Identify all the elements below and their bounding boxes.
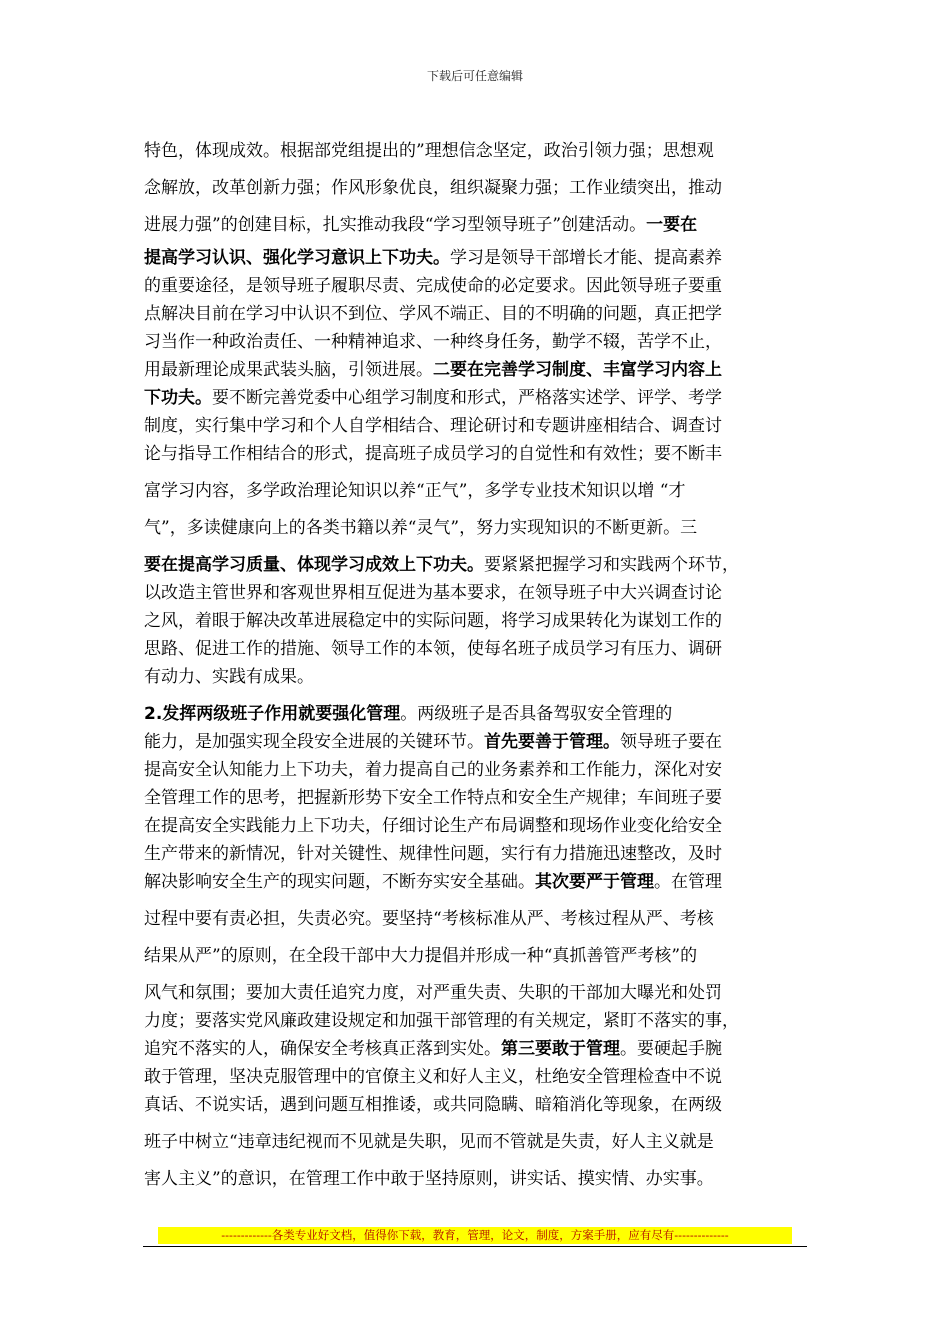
text-span: 领导班子要在 [620, 732, 722, 752]
bold-text: 二要在完善学习制度、丰富学习内容上 [433, 360, 722, 380]
text-span: 思路、促进工作的措施、领导工作的本领，使每名班子成员学习有压力、调研 [144, 639, 722, 659]
text-span: 提高安全认知能力上下功夫，着力提高自己的业务素养和工作能力，深化对安 [144, 760, 722, 780]
text-line [144, 554, 739, 576]
text-line [144, 443, 722, 465]
text-span: 有动力、实践有成果。 [144, 667, 314, 687]
text-span: 风气和氛围；要加大责任追究力度，对严重失责、失职的干部加大曝光和处罚 [144, 983, 722, 1003]
footer-banner: -------------各类专业好文档，值得你下载，教育，管理，论文，制度，方案手册，应有尽有-------------- [158, 1227, 792, 1244]
text-line [144, 1066, 722, 1088]
text-span: 。在管理 [654, 872, 722, 892]
text-line [144, 731, 722, 753]
text-line [144, 415, 722, 437]
bold-text: 一要在 [646, 215, 698, 235]
text-span: 富学习内容，多学政治理论知识以养“正气”，多学专业技术知识以增 “才 [144, 481, 686, 501]
text-span: 的重要途径，是领导班子履职尽责、完成使命的必定要求。因此领导班子要重 [144, 276, 722, 296]
text-line [144, 908, 714, 930]
text-line [144, 387, 722, 409]
text-span: 气”，多读健康向上的各类书籍以养“灵气”，努力实现知识的不断更新。三 [144, 518, 698, 538]
text-line [144, 1131, 714, 1153]
text-line [144, 247, 722, 269]
text-line [144, 815, 722, 837]
page-header: 下载后可任意编辑 [426, 69, 523, 83]
text-line [144, 1010, 739, 1032]
text-span: 用最新理论成果武装头脑，引领进展。 [144, 360, 433, 380]
text-span: 真话、不说实话，遇到问题互相推诿，或共同隐瞒、暗箱消化等现象，在两级 [144, 1095, 722, 1115]
bold-text: 发挥两级班子作用就要强化管理 [162, 704, 401, 724]
text-line [144, 480, 685, 502]
text-line [144, 517, 697, 539]
text-span: 特色，体现成效。根据部党组提出的”理想信念坚定，政治引领力强；思想观 [144, 141, 714, 161]
text-line [144, 275, 722, 297]
text-line [144, 177, 722, 199]
footer-rule [143, 1246, 807, 1247]
text-span: 以改造主管世界和客观世界相互促进为基本要求，在领导班子中大兴调查讨论 [144, 583, 722, 603]
text-span: 在提高安全实践能力上下功夫，仔细讨论生产布局调整和现场作业变化给安全 [144, 816, 722, 836]
text-line [144, 982, 722, 1004]
text-span: 力度；要落实党风廉政建设规定和加强干部管理的有关规定，紧盯不落实的事， [144, 1011, 739, 1031]
text-span: 害人主义”的意识，在管理工作中敢于坚持原则，讲实话、摸实情、办实事。 [144, 1169, 714, 1189]
text-line [144, 359, 722, 381]
bold-text: 首先要善于管理。 [484, 732, 620, 752]
text-span: 制度，实行集中学习和个人自学相结合、理论研讨和专题讲座相结合、调查讨 [144, 416, 722, 436]
text-line [144, 610, 722, 632]
bold-text: 2. [144, 704, 163, 724]
bold-text: 要在提高学习质量、体现学习成效上下功夫。 [144, 555, 484, 575]
text-line [144, 1168, 714, 1190]
bold-text: 第三要敢于管理 [501, 1039, 620, 1059]
text-span: 能力，是加强实现全段安全进展的关键环节。 [144, 732, 484, 752]
text-span: 要不断完善党委中心组学习制度和形式，严格落实述学、评学、考学 [212, 388, 722, 408]
text-line [144, 582, 722, 604]
text-span: 解决影响安全生产的现实问题，不断夯实安全基础。 [144, 872, 535, 892]
text-span: 。两级班子是否具备驾驭安全管理的 [400, 704, 673, 724]
bold-text: 其次要严于管理 [535, 872, 654, 892]
text-line [144, 214, 697, 236]
text-line [144, 759, 722, 781]
text-span: 之风，着眼于解决改革进展稳定中的实际问题，将学习成果转化为谋划工作的 [144, 611, 722, 631]
bold-text: 下功夫。 [144, 388, 212, 408]
bold-text: 提高学习认识、强化学习意识上下功夫。 [144, 248, 450, 268]
text-line [144, 140, 714, 162]
text-line [144, 1094, 722, 1116]
text-span: 进展力强”的创建目标，扎实推动我段“学习型领导班子”创建活动。 [144, 215, 647, 235]
text-line [144, 303, 722, 325]
text-line [144, 1038, 722, 1060]
text-line [144, 638, 722, 660]
text-line [144, 787, 722, 809]
text-span: 要紧紧把握学习和实践两个环节， [484, 555, 739, 575]
text-span: 敢于管理，坚决克服管理中的官僚主义和好人主义，杜绝安全管理检查中不说 [144, 1067, 722, 1087]
text-span: 点解决目前在学习中认识不到位、学风不端正、目的不明确的问题，真正把学 [144, 304, 722, 324]
text-span: 论与指导工作相结合的形式，提高班子成员学习的自觉性和有效性；要不断丰 [144, 444, 722, 464]
text-line [144, 331, 722, 353]
text-span: 生产带来的新情况，针对关键性、规律性问题，实行有力措施迅速整改，及时 [144, 844, 722, 864]
text-line [144, 703, 672, 725]
text-line [144, 871, 722, 893]
text-line [144, 945, 697, 967]
text-span: 班子中树立“违章违纪视而不见就是失职，见而不管就是失责，好人主义就是 [144, 1132, 714, 1152]
text-span: 习当作一种政治责任、一种精神追求、一种终身任务，勤学不辍，苦学不止， [144, 332, 722, 352]
text-span: 全管理工作的思考，把握新形势下安全工作特点和安全生产规律；车间班子要 [144, 788, 722, 808]
text-span: 过程中要有责必担，失责必究。要坚持“考核标准从严、考核过程从严、考核 [144, 909, 714, 929]
text-line [144, 666, 314, 688]
text-line [144, 843, 722, 865]
text-span: 学习是领导干部增长才能、提高素养 [450, 248, 722, 268]
text-span: 。要硬起手腕 [620, 1039, 722, 1059]
text-span: 念解放，改革创新力强；作风形象优良，组织凝聚力强；工作业绩突出，推动 [144, 178, 722, 198]
text-span: 追究不落实的人，确保安全考核真正落到实处。 [144, 1039, 501, 1059]
text-span: 结果从严”的原则，在全段干部中大力提倡并形成一种“真抓善管严考核”的 [144, 946, 698, 966]
